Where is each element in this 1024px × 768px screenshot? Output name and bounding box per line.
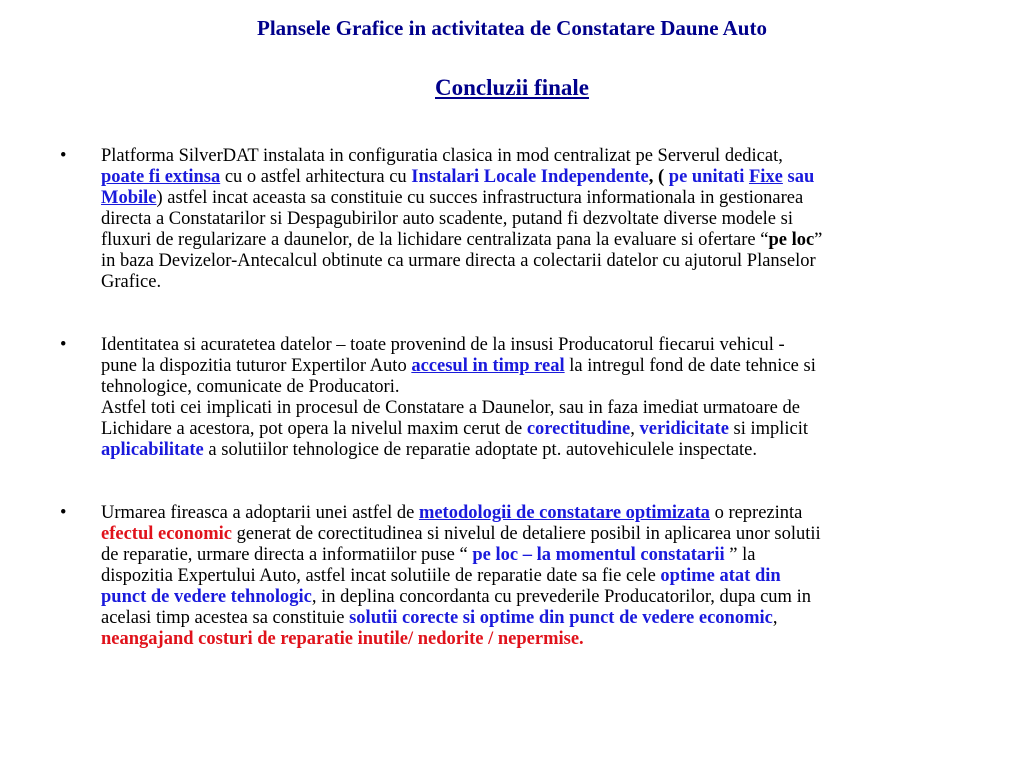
bullet-list	[0, 146, 1024, 650]
highlight-text: veridicitate	[639, 419, 729, 439]
highlight-link: Fixe	[748, 167, 783, 187]
text-line: punct de vedere tehnologic, in deplina concordanta cu prevederile Producatorilor, dupa cum in	[101, 587, 811, 607]
text-line: Platforma SilverDAT instalata in configuratia clasica in mod centralizat pe Serverul dedicat,	[101, 146, 783, 166]
highlight-text: corectitudine	[526, 419, 631, 439]
highlight-link: metodologii de constatare optimizata	[418, 503, 710, 523]
bullet-dot-icon: •	[60, 146, 67, 166]
text-line: tehnologice, comunicate de Producatori.	[101, 377, 400, 397]
bullet-dot-icon: •	[60, 503, 67, 523]
text-line: fluxuri de regularizare a daunelor, de la lichidare centralizata pana la evaluare si ofertare “pe loc”	[101, 230, 823, 250]
text-line: acelasi timp acestea sa constituie solutii corecte si optime din punct de vedere economic,	[101, 608, 778, 628]
highlight-text: sau	[782, 167, 815, 187]
highlight-text: solutii corecte si optime din punct de vedere economic	[349, 608, 773, 628]
text-line: Identitatea si acuratetea datelor – toate provenind de la insusi Producatorul fiecarui vehicul -	[101, 335, 785, 355]
highlight-text: pe loc – la momentul constatarii	[472, 545, 725, 565]
highlight-text: pe unitati	[668, 167, 749, 187]
text-line: dispozitia Expertului Auto, astfel incat solutiile de reparatie date sa fie cele optime atat din	[101, 566, 781, 586]
slide-subtitle: Concluzii finale	[435, 75, 589, 100]
highlight-red-text: neangajand costuri de reparatie inutile/ nedorite / nepermise.	[101, 629, 584, 649]
highlight-text: Instalari Locale Independente	[411, 167, 649, 187]
highlight-link: Mobile	[101, 188, 157, 208]
text-line: in baza Devizelor-Antecalcul obtinute ca urmare directa a colectarii datelor cu ajutorul Planselor	[101, 251, 816, 271]
text-line: Astfel toti cei implicati in procesul de Constatare a Daunelor, sau in faza imediat urmatoare de	[101, 398, 800, 418]
highlight-red-text: efectul economic	[101, 524, 232, 544]
highlight-link: poate fi extinsa	[101, 167, 221, 187]
highlight-text: punct de vedere tehnologic	[101, 587, 312, 607]
text-line: pune la dispozitia tuturor Expertilor Auto accesul in timp real la intregul fond de date tehnice si	[101, 356, 816, 376]
text-line: efectul economic generat de corectitudinea si nivelul de detaliere posibil in aplicarea unor solutii	[101, 524, 821, 544]
slide-title: Plansele Grafice in activitatea de Constatare Daune Auto	[257, 16, 767, 40]
bullet-item	[0, 503, 1024, 650]
text-line: directa a Constatarilor si Despagubirilor auto scadente, putand fi dezvoltate diverse modele si	[101, 209, 793, 229]
text-line: de reparatie, urmare directa a informatiilor puse “ pe loc – la momentul constatarii ” la	[101, 545, 756, 565]
highlight-text: aplicabilitate	[101, 440, 204, 460]
highlight-text: optime atat din	[660, 566, 781, 586]
bullet-item	[0, 146, 1024, 293]
text-line: poate fi extinsa cu o astfel arhitectura cu Instalari Locale Independente, ( pe unitati Fixe sau	[101, 167, 815, 187]
text-line: Grafice.	[101, 272, 162, 292]
text-line: aplicabilitate a solutiilor tehnologice de reparatie adoptate pt. autovehiculele inspectate.	[101, 440, 758, 460]
text-line: Lichidare a acestora, pot opera la nivelul maxim cerut de corectitudine, veridicitate si implicit	[101, 419, 809, 439]
emphasis-text: pe loc	[768, 230, 815, 250]
highlight-link: accesul in timp real	[411, 356, 565, 376]
text-line: Mobile) astfel incat aceasta sa constituie cu succes infrastructura informationala in gestionarea	[101, 188, 804, 208]
bullet-item	[0, 335, 1024, 461]
bullet-dot-icon: •	[60, 335, 67, 355]
text-line	[101, 629, 1004, 650]
text-line: Urmarea fireasca a adoptarii unei astfel de metodologii de constatare optimizata o reprezinta	[101, 503, 803, 523]
